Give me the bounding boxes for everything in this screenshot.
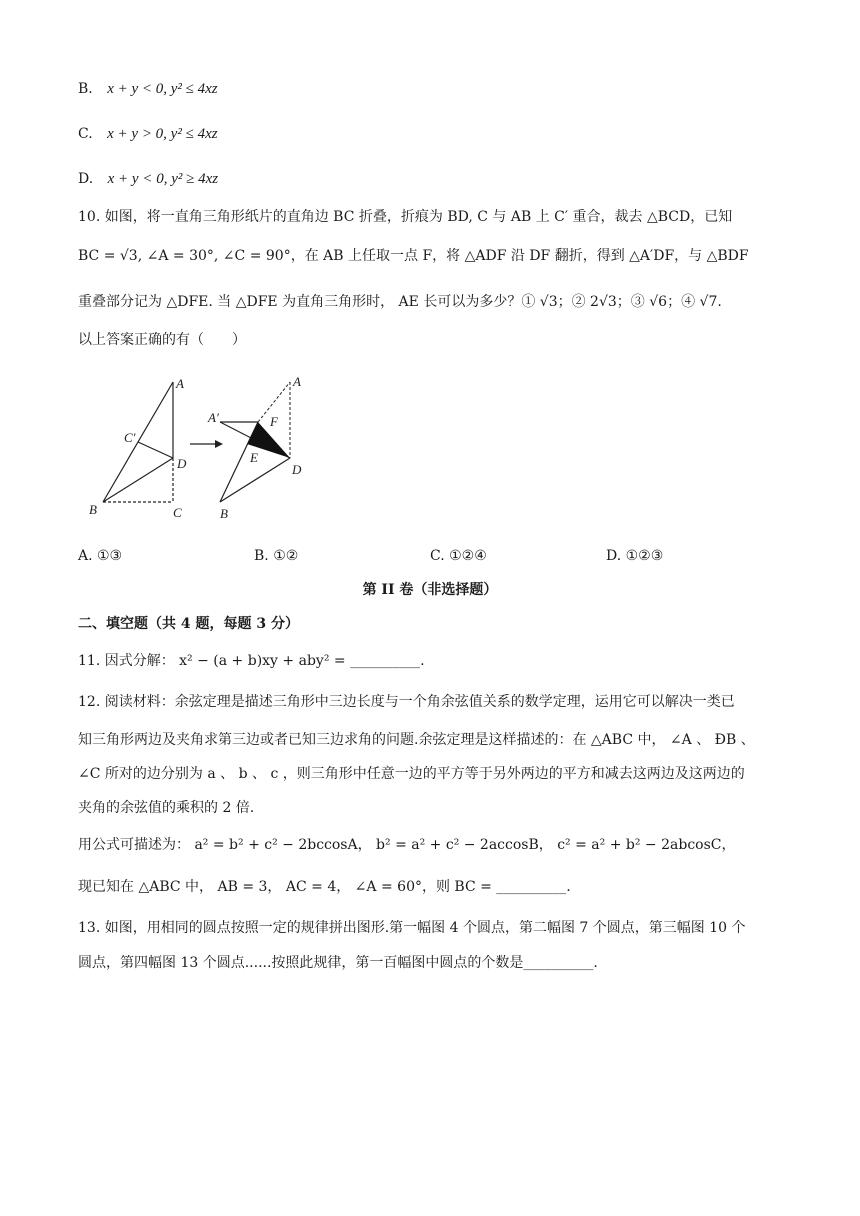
option-c [78,124,218,144]
q12-line-5: 用公式可描述为： a² = b² + c² − 2bccosA， b² = a² + c² − 2accosB， c² = a² + b² − 2abcosC， [78,837,736,853]
q12-line-2: 知三角形两边及夹角求第三边或者已知三边求角的问题.余弦定理是这样描述的：在 △ABC 中， ∠A 、 ÐB 、 [78,732,755,748]
choice-d: D. ①②③ [606,548,664,564]
label-a: A [176,376,184,391]
option-b [78,79,218,99]
label-a-top: A [293,374,301,389]
label-c-prime: C′ [124,430,136,445]
q10-line-2: BC = √3, ∠A = 30°, ∠C = 90°，在 AB 上任取一点 F，将 △ADF 沿 DF 翻折，得到 △A′DF，与 △BDF [78,248,749,264]
q10-figure [80,374,340,524]
q13-line-1: 13. 如图，用相同的圆点按照一定的规律拼出图形.第一幅图 4 个圆点，第二幅图 7 个圆点，第三幅图 10 个 [78,920,746,936]
option-d [78,169,218,189]
part-title: 二、填空题（共 4 题，每题 3 分） [78,616,299,632]
option-label: D. [78,171,94,187]
label-a-prime: A′ [208,410,219,425]
arrow-icon [190,440,223,448]
q12-line-1: 12. 阅读材料：余弦定理是描述三角形中三边长度与一个角余弦值关系的数学定理，运用它可以解决一类已 [78,694,735,710]
label-b-right: B [220,506,228,521]
choice-c: C. ①②④ [430,548,487,564]
q10-line-1: 10. 如图，将一直角三角形纸片的直角边 BC 折叠，折痕为 BD, C 与 AB 上 C′ 重合，裁去 △BCD，已知 [78,209,733,225]
option-label: C. [78,126,93,142]
q11: 11. 因式分解： x² − (a + b)xy + aby² = __________. [78,653,425,669]
label-e: E [250,450,258,465]
option-expr: x + y > 0, y² ≤ 4xz [107,126,218,142]
label-b: B [89,502,97,517]
label-f: F [270,414,278,429]
left-triangle [89,376,187,520]
q12-line-3: ∠C 所对的边分别为 a 、 b 、 c ，则三角形中任意一边的平方等于另外两边的平方和减去这两边及这两边的 [78,766,745,782]
option-expr: x + y < 0, y² ≥ 4xz [107,171,219,187]
option-expr: x + y < 0, y² ≤ 4xz [107,81,218,97]
label-c: C [173,505,182,520]
q10-line-4: 以上答案正确的有（ ） [78,332,246,348]
label-d-right: D [292,462,302,477]
option-label: B. [78,81,93,97]
q13-line-2: 圆点，第四幅图 13 个圆点......按照此规律，第一百幅图中圆点的个数是__________. [78,955,598,971]
q12-line-6: 现已知在 △ABC 中， AB = 3， AC = 4， ∠A = 60°，则 BC = __________. [78,879,571,895]
section-title: 第 II 卷（非选择题） [362,582,498,598]
q12-line-4: 夹角的余弦值的乘积的 2 倍. [78,800,255,816]
right-triangle [207,374,302,521]
label-d: D [177,456,187,471]
choice-a: A. ①③ [78,548,123,564]
choice-b: B. ①② [254,548,299,564]
q10-line-3: 重叠部分记为 △DFE. 当 △DFE 为直角三角形时， AE 长可以为多少？① √3；② 2√3；③ √6；④ √7. [78,294,722,310]
